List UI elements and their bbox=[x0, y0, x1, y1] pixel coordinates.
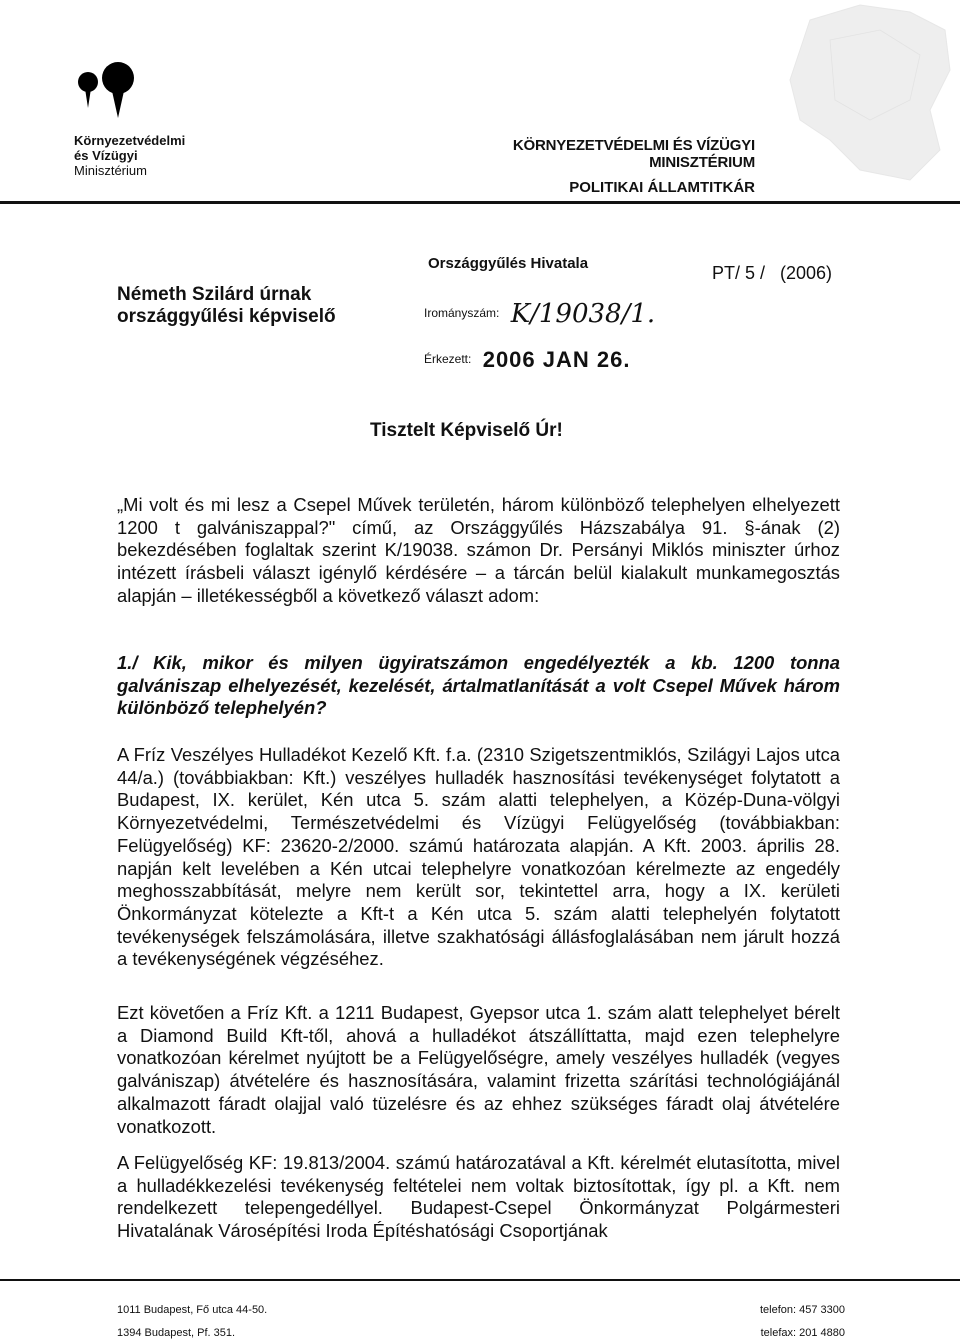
answer-paragraph-2: Ezt követően a Fríz Kft. a 1211 Budapest, Gyepsor utca 1. szám alatt telephelyet bérelt a Diamond Build Kft-től, ahová a hulladékot átszállíttatta, majd ezen telephelyre vonatkozóan kérelmet nyújtott be a Felügyelőségre, amely veszélyes hulladék (vegyes galvániszap) átvételére és hasznosítására, valamint frizetta szárítási technológiájánál alkalmazott fáradt olajjal való tüzelésre és az ehhez szükséges fáradt olaj átvételére vonatkozott. bbox=[117, 1002, 840, 1137]
stamp-doc-row bbox=[424, 299, 655, 329]
intro-paragraph: „Mi volt és mi lesz a Csepel Művek területén, három különböző telephelyen elhelyezett 1200 t galvániszappal?" című, az Országgyűlés Házszabálya 91. §-ának (2) bekezdésében foglaltak szerint K/19038. számon Dr. Persányi Miklós miniszter úrhoz intézett írásbeli választ igénylő kérdésére – a tárcán belül kialakult munkamegosztás alapján – illetékességből a következő választ adom: bbox=[117, 494, 840, 606]
ministry-line-3: Minisztérium bbox=[74, 163, 147, 178]
footer-divider bbox=[0, 1279, 960, 1281]
stamp-received-label: Érkezett: bbox=[424, 352, 472, 367]
map-watermark bbox=[740, 0, 960, 190]
stamp-doc-label: Irományszám: bbox=[424, 306, 500, 321]
question-1: 1./ Kik, mikor és milyen ügyiratszámon engedélyezték a kb. 1200 tonna galvániszap elhelyezését, kezelését, ártalmatlanítását a volt Csepel Művek három különböző telephelyén? bbox=[117, 652, 840, 719]
answer-paragraph-3: A Felügyelőség KF: 19.813/2004. számú határozatával a Kft. kérelmét elutasította, mivel a hulladékkezelési tevékenység feltételei nem voltak biztosítottak, így pl. a Kft. nem rendelkezett telepengedéllyel. Budapest-Csepel Önkormányzat Polgármesteri Hivatalának Városépítési Iroda Építéshatósági Csoportjának bbox=[117, 1152, 840, 1242]
addressee-title: országgyűlési képviselő bbox=[117, 306, 336, 327]
footer-fax: telefax: 201 4880 bbox=[760, 1327, 845, 1339]
stamp-title: Országgyűlés Hivatala bbox=[428, 255, 589, 272]
ministry-name-small bbox=[74, 133, 185, 178]
letterhead bbox=[448, 137, 755, 196]
stamp-received-row bbox=[424, 347, 630, 373]
salutation: Tisztelt Képviselő Úr! bbox=[370, 420, 563, 441]
ministry-title: KÖRNYEZETVÉDELMI ÉS VÍZÜGYI MINISZTÉRIUM bbox=[512, 137, 755, 171]
position-title: POLITIKAI ÁLLAMTITKÁR bbox=[569, 179, 755, 196]
addressee-name: Németh Szilárd úrnak bbox=[117, 284, 312, 305]
answer-paragraph-1: A Fríz Veszélyes Hulladékot Kezelő Kft. f.a. (2310 Szigetszentmiklós, Szilágyi Lajos utca 44/a.) (továbbiakban: Kft.) veszélyes hulladék hasznosítási tevékenységet folytatott a Budapest, IX. kerület, Kén utca 5. szám alatti telephelyen, a Közép-Duna-völgyi Környezetvédelmi, Természetvédelmi és Vízügyi Felügyelőség (továbbiakban: Felügyelőség) KF: 23620-2/2000. számú határozata alapján. A Kft. 2003. április 28. napján kelt levelében a Kén utcai telephelyre vonatkozóan kérelmezte az engedély meghosszabbítását, melyre nem került sor, tekintettel arra, hogy a IX. kerületi Önkormányzat kötelezte a Kft-t a Kén utca 5. szám alatti telephelyén folytatott tevékenységek felszámolására, illetve szakhatósági állásfoglalásában nem járult hozzá a tevékenységének végzéséhez. bbox=[117, 744, 840, 970]
footer-phone: telefon: 457 3300 bbox=[759, 1304, 845, 1316]
footer-address-1: 1011 Budapest, Fő utca 44-50. bbox=[117, 1304, 268, 1316]
ministry-line-1: Környezetvédelmi bbox=[74, 133, 186, 148]
addressee-block bbox=[117, 284, 336, 328]
footer-address-2: 1394 Budapest, Pf. 351. bbox=[117, 1327, 236, 1339]
received-stamp bbox=[424, 255, 714, 372]
stamp-received-date: 2006 JAN 26. bbox=[482, 347, 631, 372]
header-divider bbox=[0, 201, 960, 204]
stamp-doc-number: K/19038/1. bbox=[510, 299, 656, 329]
reference-number: PT/ 5 / (2006) bbox=[712, 263, 833, 283]
ministry-line-2: és Vízügyi bbox=[74, 148, 138, 163]
two-drops-logo bbox=[74, 60, 144, 120]
